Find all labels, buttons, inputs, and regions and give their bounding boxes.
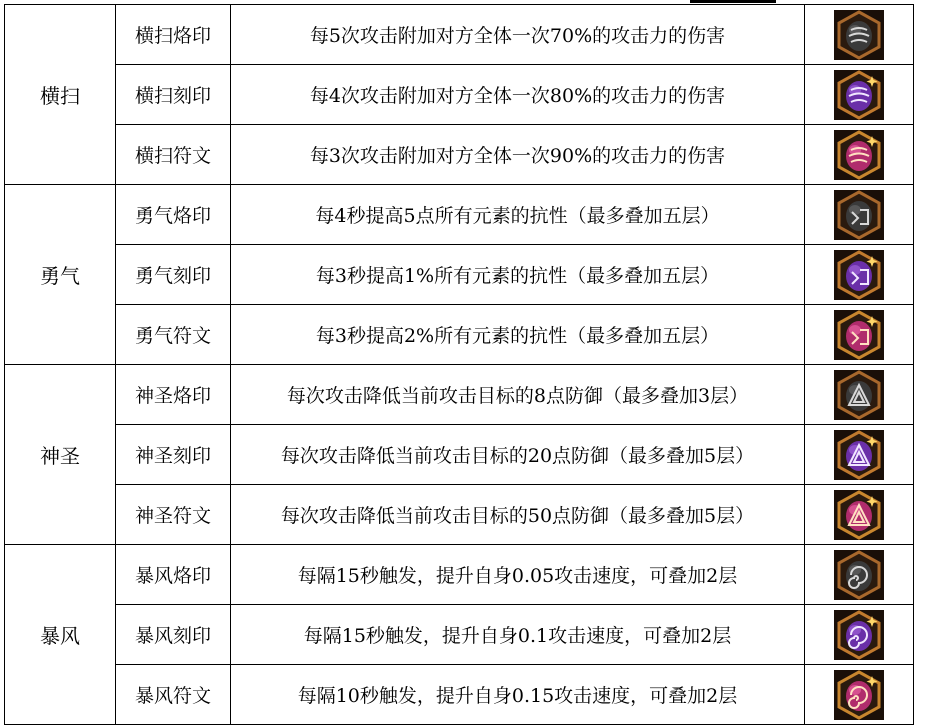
rune-name-cell: 横扫烙印 bbox=[116, 5, 231, 65]
rune-name-cell: 神圣符文 bbox=[116, 485, 231, 545]
courage-rune-icon bbox=[834, 310, 884, 360]
sweep-engrave-icon bbox=[834, 70, 884, 120]
storm-engrave-icon bbox=[834, 610, 884, 660]
courage-brand-icon bbox=[834, 190, 884, 240]
storm-brand-icon bbox=[834, 550, 884, 600]
rune-icon-cell bbox=[805, 245, 914, 305]
table-row bbox=[5, 665, 914, 725]
rune-icon-cell bbox=[805, 485, 914, 545]
holy-brand-icon bbox=[834, 370, 884, 420]
rune-icon-cell bbox=[805, 185, 914, 245]
rune-name-cell: 暴风符文 bbox=[116, 665, 231, 725]
table-row bbox=[5, 365, 914, 425]
table-row bbox=[5, 5, 914, 65]
rune-icon-cell bbox=[805, 305, 914, 365]
courage-engrave-icon bbox=[834, 250, 884, 300]
table-row bbox=[5, 125, 914, 185]
sweep-brand-icon bbox=[834, 10, 884, 60]
sweep-rune-icon bbox=[834, 130, 884, 180]
rune-name-cell: 暴风刻印 bbox=[116, 605, 231, 665]
rune-effect-cell: 每3次攻击附加对方全体一次90%的攻击力的伤害 bbox=[231, 125, 805, 185]
top-border-fragment bbox=[690, 0, 776, 3]
rune-name-cell: 神圣烙印 bbox=[116, 365, 231, 425]
group-name-cell: 暴风 bbox=[5, 545, 116, 725]
rune-table bbox=[4, 4, 914, 725]
table-row bbox=[5, 485, 914, 545]
rune-effect-cell: 每5次攻击附加对方全体一次70%的攻击力的伤害 bbox=[231, 5, 805, 65]
group-name-cell: 横扫 bbox=[5, 5, 116, 185]
storm-rune-icon bbox=[834, 670, 884, 720]
table-row bbox=[5, 605, 914, 665]
table-row bbox=[5, 305, 914, 365]
rune-icon-cell bbox=[805, 365, 914, 425]
rune-icon-cell bbox=[805, 5, 914, 65]
table-row bbox=[5, 425, 914, 485]
rune-effect-cell: 每4秒提高5点所有元素的抗性（最多叠加五层） bbox=[231, 185, 805, 245]
rune-effect-cell: 每次攻击降低当前攻击目标的20点防御（最多叠加5层） bbox=[231, 425, 805, 485]
rune-effect-cell: 每4次攻击附加对方全体一次80%的攻击力的伤害 bbox=[231, 65, 805, 125]
rune-name-cell: 横扫符文 bbox=[116, 125, 231, 185]
rune-name-cell: 横扫刻印 bbox=[116, 65, 231, 125]
rune-icon-cell bbox=[805, 605, 914, 665]
rune-icon-cell bbox=[805, 65, 914, 125]
rune-effect-cell: 每隔15秒触发，提升自身0.1攻击速度，可叠加2层 bbox=[231, 605, 805, 665]
rune-effect-cell: 每3秒提高1%所有元素的抗性（最多叠加五层） bbox=[231, 245, 805, 305]
rune-effect-cell: 每隔10秒触发，提升自身0.15攻击速度，可叠加2层 bbox=[231, 665, 805, 725]
rune-name-cell: 神圣刻印 bbox=[116, 425, 231, 485]
rune-name-cell: 勇气刻印 bbox=[116, 245, 231, 305]
rune-name-cell: 勇气符文 bbox=[116, 305, 231, 365]
group-name-cell: 勇气 bbox=[5, 185, 116, 365]
rune-effect-cell: 每3秒提高2%所有元素的抗性（最多叠加五层） bbox=[231, 305, 805, 365]
table-row bbox=[5, 65, 914, 125]
rune-effect-cell: 每次攻击降低当前攻击目标的8点防御（最多叠加3层） bbox=[231, 365, 805, 425]
rune-icon-cell bbox=[805, 125, 914, 185]
rune-icon-cell bbox=[805, 665, 914, 725]
table-row bbox=[5, 545, 914, 605]
rune-icon-cell bbox=[805, 545, 914, 605]
holy-engrave-icon bbox=[834, 430, 884, 480]
rune-name-cell: 勇气烙印 bbox=[116, 185, 231, 245]
rune-effect-cell: 每隔15秒触发，提升自身0.05攻击速度，可叠加2层 bbox=[231, 545, 805, 605]
rune-icon-cell bbox=[805, 425, 914, 485]
table-row bbox=[5, 245, 914, 305]
table-row bbox=[5, 185, 914, 245]
holy-rune-icon bbox=[834, 490, 884, 540]
rune-name-cell: 暴风烙印 bbox=[116, 545, 231, 605]
rune-effect-cell: 每次攻击降低当前攻击目标的50点防御（最多叠加5层） bbox=[231, 485, 805, 545]
group-name-cell: 神圣 bbox=[5, 365, 116, 545]
